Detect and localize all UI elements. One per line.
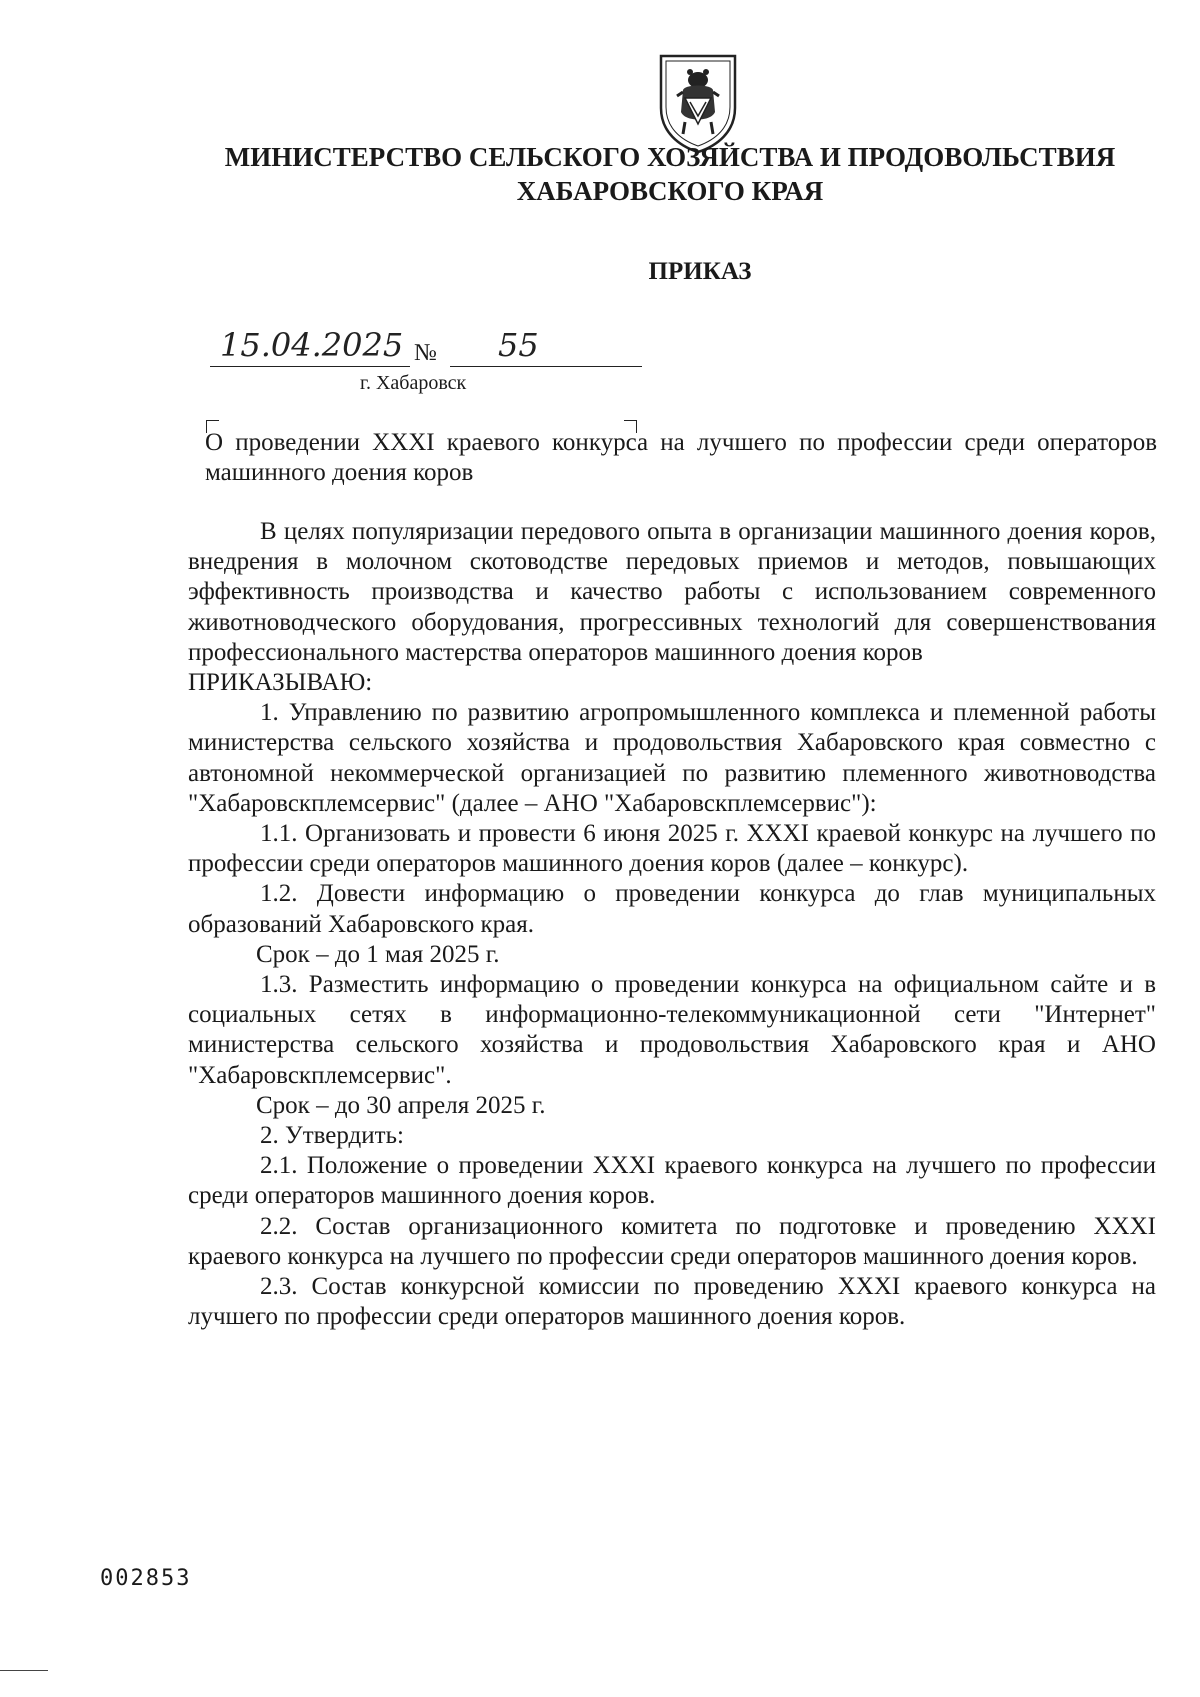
- preamble-paragraph: В целях популяризации передового опыта в организации машинного доения коров, внедрения в молочном скотоводстве передовых приемов и методов, повышающих эффективность производства и качество работы с использованием современного животноводческого оборудования, прогрессивных технологий для совершенствования профессионального мастерства операторов машинного доения коров: [188, 518, 1156, 666]
- edge-mark: [0, 1670, 48, 1671]
- order-city: г. Хабаровск: [360, 372, 467, 394]
- order-number-field: [450, 326, 642, 367]
- ministry-name-line1: МИНИСТЕРСТВО СЕЛЬСКОГО ХОЗЯЙСТВА И ПРОДОВОЛЬСТВИЯ: [224, 142, 1116, 172]
- order-date-field: [210, 326, 410, 367]
- clause-2-1: 2.1. Положение о проведении XXXI краевого конкурса на лучшего по профессии среди операторов машинного доения коров.: [188, 1152, 1156, 1210]
- serial-number: 002853: [100, 1566, 192, 1591]
- clause-2-2: 2.2. Состав организационного комитета по подготовке и проведению XXXI краевого конкурса на лучшего по профессии среди операторов машинного доения коров.: [188, 1212, 1156, 1270]
- clause-2-3: 2.3. Состав конкурсной комиссии по проведению XXXI краевого конкурса на лучшего по профессии среди операторов машинного доения коров.: [188, 1273, 1156, 1331]
- clause-1-2: 1.2. Довести информацию о проведении конкурса до глав муниципальных образований Хабаровского края.: [188, 880, 1156, 938]
- clause-1-3: 1.3. Разместить информацию о проведении конкурса на официальном сайте и в социальных сетях в информационно-телекоммуникационной сети "Интернет" министерства сельского хозяйства и продовольствия Хабаровского края и АНО "Хабаровскплемсервис".: [188, 971, 1156, 1089]
- clause-1-3-deadline: Срок – до 30 апреля 2025 г.: [256, 1091, 546, 1119]
- order-command: ПРИКАЗЫВАЮ:: [188, 669, 373, 697]
- clause-1: 1. Управлению по развитию агропромышленного комплекса и племенной работы министерства сельского хозяйства и продовольствия Хабаровского края совместно с автономной некоммерческой организацией по развитию племенного животноводства "Хабаровскплемсервис" (далее – АНО "Хабаровскплемсервис"):: [188, 699, 1156, 817]
- clause-2: 2. Утвердить:: [260, 1122, 404, 1150]
- order-subject: О проведении XXXI краевого конкурса на лучшего по профессии среди операторов машинного доения коров: [205, 429, 1157, 486]
- order-number: 55: [498, 326, 539, 364]
- ministry-name-line2: ХАБАРОВСКОГО КРАЯ: [516, 176, 824, 206]
- number-sign: №: [414, 340, 437, 366]
- document-type: ПРИКАЗ: [648, 258, 752, 285]
- coat-of-arms-bear-icon: [655, 50, 741, 154]
- order-body: [188, 517, 1156, 1332]
- clause-1-1: 1.1. Организовать и провести 6 июня 2025 г. XXXI краевой конкурс на лучшего по профессии среди операторов машинного доения коров (далее – конкурс).: [188, 820, 1156, 878]
- order-date: 15.04.2025: [220, 326, 404, 364]
- clause-1-2-deadline: Срок – до 1 мая 2025 г.: [256, 940, 500, 968]
